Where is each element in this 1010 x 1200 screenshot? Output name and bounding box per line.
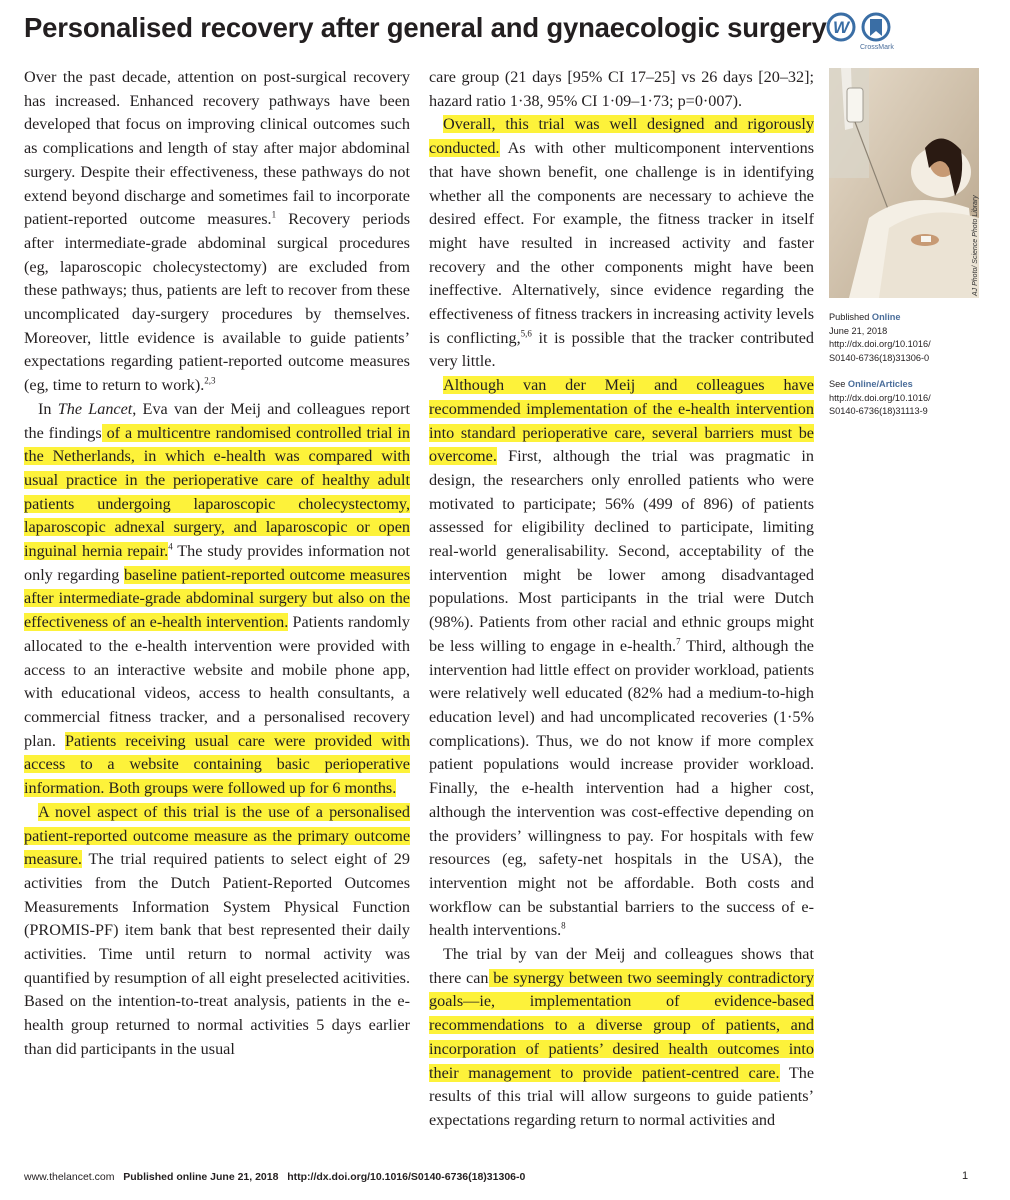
page-number: 1 xyxy=(962,1170,969,1182)
highlight-novel-aspect: A novel aspect of this trial is the use of a personalised patient-reported outcome measure as the primary outcome measure. xyxy=(24,802,410,869)
patient-photo-image xyxy=(829,68,979,298)
crossmark-label: CrossMark xyxy=(860,44,894,51)
highlight-synergy: be synergy between two seemingly contradictory goals—ie, implementation of evidence-based recommendations to a diverse group of patients, and incorporation of patients’ desired health outcomes into their management to provide patient-centred care. xyxy=(429,968,814,1082)
paragraph-results: care group (21 days [95% CI 17–25] vs 26 days [20–32]; hazard ratio 1·38, 95% CI 1·09–1·73; p=0·007). xyxy=(429,68,814,110)
paragraph-conclusion: The trial by van der Meij and colleagues shows that there can be synergy between two seemingly contradictory goals—ie, implementation of evidence-based recommendations to a diverse group of patients, and incorporation of patients’ desired health outcomes into their management to provide patient-centred care. The results of this trial will allow surgeons to guide patients’ expectations regarding return to normal activities and xyxy=(429,945,814,1129)
paragraph-intro: Over the past decade, attention on post-surgical recovery has increased. Enhanced recovery pathways have been developed that focus on improving clinical outcomes such as complications and length of stay after major abdominal surgery. Despite their effectiveness, these pathways do not extend beyond discharge and sometimes fail to incorporate patient-reported outcome measures.$^1$ Recovery periods after intermediate-grade abdominal surgical procedures (eg, laparoscopic cholecystectomy) are excluded from these pathways; thus, patients are left to recover from these uncomplicated day-surgery procedures by themselves. Moreover, little evidence is available to guide patients’ expectations regarding patient-reported outcome measures (eg, time to return to work).$^{2,3}$ xyxy=(24,68,410,395)
paragraph-novel-aspect: A novel aspect of this trial is the use of a personalised patient-reported outcome measure as the primary outcome measure. The trial required patients to select eight of 29 activities from the Dutch Patient-Reported Outcomes Measurements Information System Physical Function (PROMIS-PF) item bank that best represented their daily activities. Time until return to normal activity was quantified by resumption of all eight preselected acitivities. Based on the intention-to-treat analysis, patients in the e-health group returned to normal activities 5 days earlier than did participants in the usual xyxy=(24,802,410,1058)
patient-photo xyxy=(829,68,979,298)
see-also-info: See Online/Articles http://dx.doi.org/10.1016/ S0140-6736(18)31113-9 xyxy=(829,378,979,419)
paragraph-trial-description: In The Lancet, Eva van der Meij and colleagues report the findings of a multicentre randomised controlled trial in the Netherlands, in which e-health was compared with usual practice in the perioperative care of healthy adult patients undergoing laparoscopic cholecystectomy, laparoscopic adnexal surgery, and laparoscopic or open inguinal hernia repair.$^4$ The study provides information not only regarding baseline patient-reported outcome measures after intermediate-grade abdominal surgery but also on the effectiveness of an e-health intervention. Patients randomly allocated to the e-health intervention were provided with access to an interactive website and mobile phone app, with educational videos, access to health consultants, a commercial fitness tracker, and a personalised recovery plan. Patients receiving usual care were provided with access to a website containing basic perioperative information. Both groups were followed up for 6 months. xyxy=(24,399,411,798)
footer-published: Published online June 21, 2018 xyxy=(123,1171,279,1183)
footer-site[interactable]: www.thelancet.com xyxy=(24,1171,115,1183)
photo-credit: AJ Photo/ Science Photo Library xyxy=(972,195,979,296)
published-info: Published Online June 21, 2018 http://dx.doi.org/10.1016/ S0140-6736(18)31306-0 xyxy=(829,311,979,365)
highlight-baseline-measures: baseline patient-reported outcome measures after intermediate-grade abdominal surgery but also on the effectiveness of an e-health intervention. xyxy=(24,565,410,632)
w-logo-icon xyxy=(828,14,854,40)
highlight-barriers: Although van der Meij and colleagues have recommended implementation of the e-health intervention into standard perioperative care, several barriers must be overcome. xyxy=(429,376,814,466)
published-doi-link[interactable]: http://dx.doi.org/10.1016/ S0140-6736(18)31306-0 xyxy=(829,339,931,363)
highlight-well-designed: Overall, this trial was well designed and rigorously conducted. xyxy=(429,115,814,158)
article-title: Personalised recovery after general and gynaecologic surgery xyxy=(24,12,827,43)
footer-doi[interactable]: http://dx.doi.org/10.1016/S0140-6736(18)31306-0 xyxy=(287,1171,526,1183)
highlight-trial-design: of a multicentre randomised controlled trial in the Netherlands, in which e-health was compared with usual practice in the perioperative care of healthy adult patients undergoing laparoscopic cholecystectomy, laparoscopic adnexal surgery, and laparoscopic or open inguinal hernia repair. xyxy=(24,423,410,561)
highlight-usual-care: Patients receiving usual care were provided with access to a website containing basic perioperative information. Both groups were followed up for 6 months. xyxy=(24,731,410,798)
paragraph-assessment: Overall, this trial was well designed and rigorously conducted. As with other multicomponent interventions that have shown benefit, one challenge is in identifying whether all the components are necessary to achieve the desired effect. For example, the fitness tracker in itself might have resulted in increased activity and faster recovery and the other components might have been ineffective. Alternatively, since evidence regarding the effectiveness of fitness trackers in increasing activity levels is conflicting,$^{5,6}$ it is possible that the tracker contributed very little. xyxy=(429,115,814,371)
column-right xyxy=(429,66,814,1133)
column-left xyxy=(24,66,410,1062)
crossmark-icon[interactable] xyxy=(863,14,889,40)
page-footer xyxy=(24,1171,525,1183)
svg-text:W: W xyxy=(832,18,850,37)
see-doi-link[interactable]: http://dx.doi.org/10.1016/ S0140-6736(18)31113-9 xyxy=(829,392,931,417)
online-articles-link[interactable]: Online/Articles xyxy=(847,379,913,389)
paragraph-barriers: Although van der Meij and colleagues have recommended implementation of the e-health intervention into standard perioperative care, several barriers must be overcome. First, although the trial was pragmatic in design, the researchers only enrolled patients who were motivated to participate; 56% (499 of 896) of patients assessed for eligibility declined to participate, limiting real-world generalisability. Second, acceptability of the intervention might be lower among disadvantaged populations. Most participants in the trial were Dutch (98%). Patients from other racial and ethnic groups might be less willing to engage in e-health.$^7$ Third, although the intervention had little effect on provider workload, patients were relatively well educated (82% had a medium-to-high education level) and had uncomplicated recoveries (1·5% complications). Thus, we do not know if more complex patient populations would increase provider workload. Finally, the e-health intervention had a higher cost, although the intervention was cost-effective depending on the providers’ willingness to pay. For hospitals with few resources (eg, safety-net hospitals in the USA), the intervention might not be affordable. Both costs and workflow can be substantial barriers to the success of e-health interventions.$^8$ xyxy=(429,376,814,940)
